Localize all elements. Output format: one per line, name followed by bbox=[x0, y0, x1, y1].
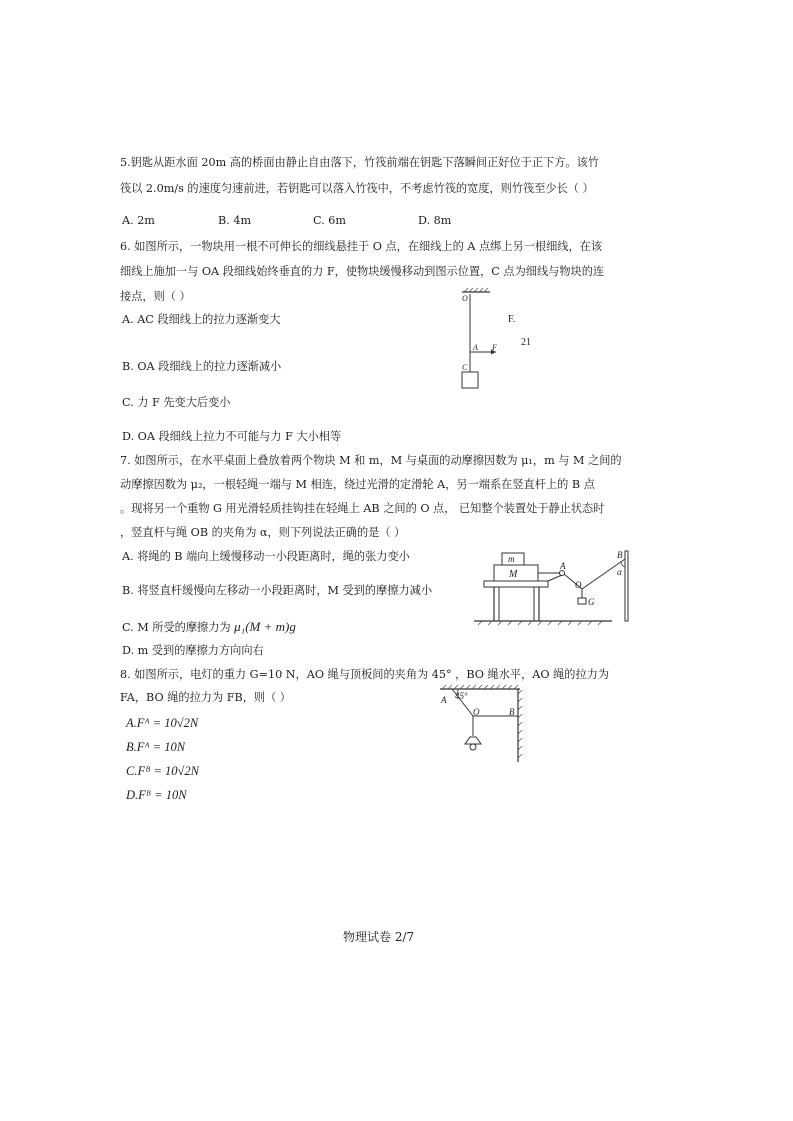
label-o: O bbox=[462, 294, 468, 303]
q5-option-b: B. 4m bbox=[218, 214, 252, 227]
label-a: A bbox=[473, 343, 478, 352]
lamp-bulb-icon bbox=[470, 744, 476, 750]
lamp-shade bbox=[465, 737, 481, 744]
label-alpha: α bbox=[617, 567, 622, 577]
q6-stem-line2: 细线上施加一与 OA 段细线始终垂直的力 F，使物块缓慢移动到图示位置，C 点为细线与物块的连 bbox=[120, 265, 605, 278]
q7-option-c-formula: μ₁(M + m)g bbox=[234, 619, 296, 634]
label-o: O bbox=[575, 580, 582, 590]
q8-stem-line1: 8. 如图所示，电灯的重力 G=10 N，AO 绳与顶板间的夹角为 45° ，BO 绳水平，AO 绳的拉力为 bbox=[120, 668, 610, 681]
label-b: B bbox=[617, 550, 623, 560]
q6-stem-line3: 接点，则（ ） bbox=[120, 290, 191, 303]
label-g: G bbox=[588, 597, 595, 607]
q6-option-c: C. 力 F 先变大后变小 bbox=[122, 396, 231, 409]
label-c: C bbox=[462, 363, 468, 372]
label-f: F bbox=[492, 343, 497, 352]
q7-option-d: D. m 受到的摩擦力方向向右 bbox=[122, 644, 264, 657]
q7-stem-line2: 动摩擦因数为 μ₂，一根轻绳一端与 M 相连，绕过光滑的定滑轮 A，另一端系在竖直杆上的 B 点 bbox=[120, 478, 595, 491]
q7-stem-line4: ，竖直杆与绳 OB 的夹角为 α，则下列说法正确的是（ ） bbox=[120, 526, 406, 539]
q7-option-a: A. 将绳的 B 端向上缓慢移动一小段距离时，绳的张力变小 bbox=[122, 550, 410, 563]
label-m: m bbox=[508, 554, 515, 564]
q6-figure bbox=[450, 288, 570, 398]
q6-option-d: D. OA 段细线上拉力不可能与力 F 大小相等 bbox=[122, 430, 342, 443]
q6-option-b: B. OA 段细线上的拉力逐渐减小 bbox=[122, 360, 282, 373]
weight-g bbox=[578, 598, 586, 604]
scan-note-1: F. bbox=[508, 314, 516, 325]
q6-option-a: A. AC 段细线上的拉力逐渐变大 bbox=[122, 313, 281, 326]
q7-figure bbox=[472, 547, 642, 627]
q5-option-d: D. 8m bbox=[418, 214, 452, 227]
q5-option-c: C. 6m bbox=[313, 214, 346, 227]
pulley bbox=[560, 571, 565, 576]
vertical-pole bbox=[625, 551, 628, 621]
q6-stem-line1: 6. 如图所示，一物块用一根不可伸长的细线悬挂于 O 点，在细线上的 A 点绑上另一根细线，在该 bbox=[120, 240, 603, 253]
label-b: B bbox=[509, 707, 515, 717]
q7-stem-line1: 7. 如图所示，在水平桌面上叠放着两个物块 M 和 m，M 与桌面的动摩擦因数为 μ₁，m 与 M 之间的 bbox=[120, 454, 622, 467]
scan-note-2: 21 bbox=[521, 337, 531, 348]
q8-option-d: D.Fᴮ = 10N bbox=[126, 788, 187, 802]
label-a: A bbox=[560, 561, 566, 571]
label-o: O bbox=[473, 707, 480, 717]
pulley-bracket bbox=[548, 575, 562, 581]
q5-option-a: A. 2m bbox=[122, 214, 155, 227]
table-top bbox=[484, 581, 548, 587]
page-footer: 物理试卷 2/7 bbox=[343, 930, 415, 944]
label-big-m: M bbox=[509, 569, 518, 580]
q7-option-c-text: C. M 所受的摩擦力为 bbox=[122, 621, 235, 634]
label-a: A bbox=[441, 695, 447, 705]
q7-option-c bbox=[122, 620, 296, 635]
block bbox=[462, 372, 478, 388]
q5-stem-line2: 筏以 2.0m/s 的速度匀速前进，若钥匙可以落入竹筏中，不考虑竹筏的宽度，则竹筏至少长（ ） bbox=[120, 182, 594, 195]
q7-option-b: B. 将竖直杆缓慢向左移动一小段距离时，M 受到的摩擦力减小 bbox=[122, 584, 433, 597]
q8-option-b: B.Fᴬ = 10N bbox=[126, 740, 186, 754]
q8-option-c: C.Fᴮ = 10√2N bbox=[126, 764, 199, 778]
q8-option-a: A.Fᴬ = 10√2N bbox=[126, 716, 199, 730]
q7-stem-line3: 。现将另一个重物 G 用光滑轻质挂钩挂在轻绳上 AB 之间的 O 点， 已知整个装置处于静止状态时 bbox=[120, 502, 605, 515]
q5-stem-line1: 5.钥匙从距水面 20m 高的桥面由静止自由落下，竹筏前端在钥匙下落瞬间正好位于正下方。该竹 bbox=[120, 156, 599, 169]
q8-figure bbox=[440, 684, 540, 764]
q8-stem-line2: FA，BO 绳的拉力为 FB，则（ ） bbox=[120, 691, 291, 704]
label-45deg: 45° bbox=[455, 691, 468, 701]
ceiling-hatch bbox=[464, 288, 488, 292]
